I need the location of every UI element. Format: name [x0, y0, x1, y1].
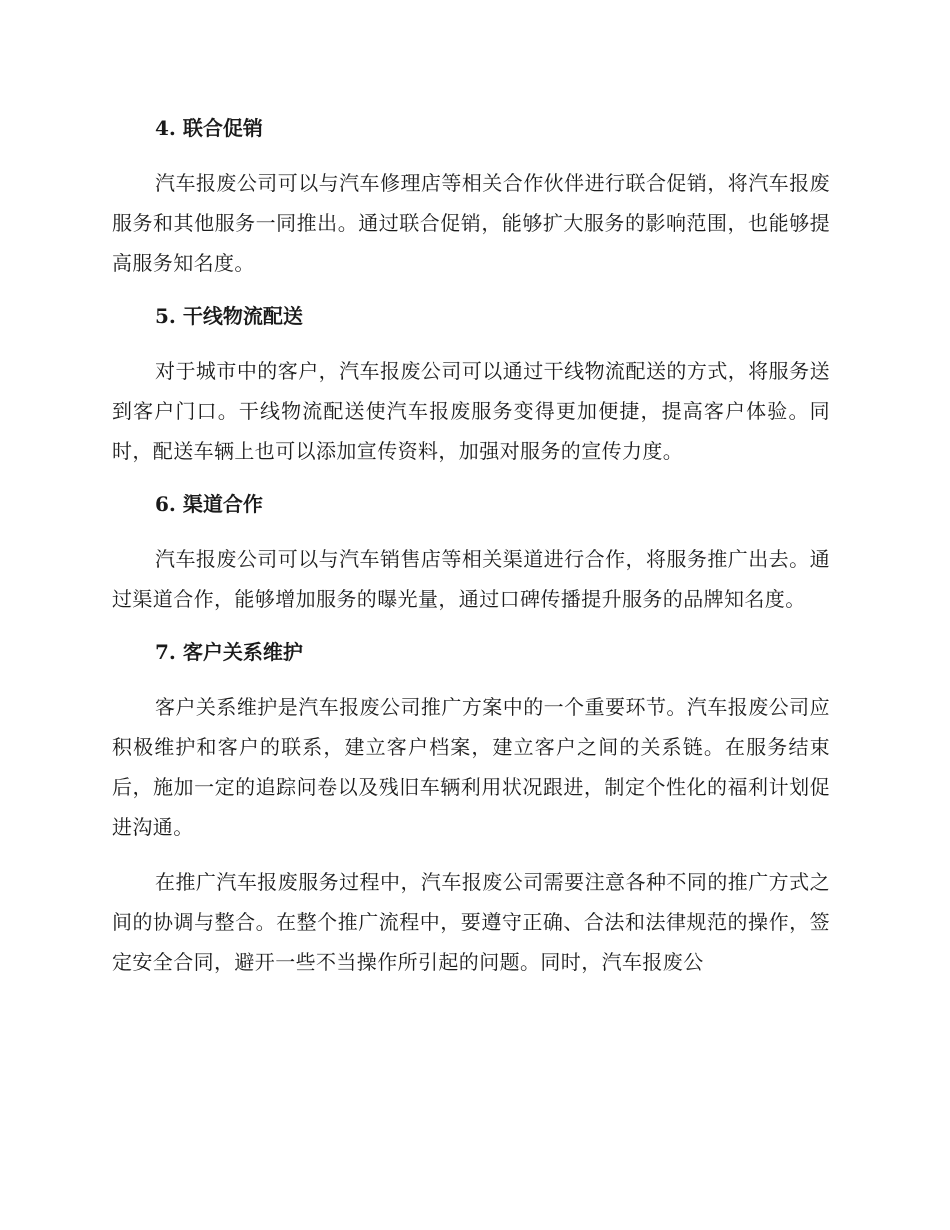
- section-paragraph: 汽车报废公司可以与汽车销售店等相关渠道进行合作，将服务推广出去。通过渠道合作，能够增加服务的曝光量，通过口碑传播提升服务的品牌知名度。: [112, 547, 830, 611]
- document-body: [112, 108, 830, 982]
- section-paragraph: 客户关系维护是汽车报废公司推广方案中的一个重要环节。汽车报废公司应积极维护和客户的联系，建立客户档案，建立客户之间的关系链。在服务结束后，施加一定的追踪问卷以及残旧车辆利用状况跟进，制定个性化的福利计划促进沟通。: [112, 695, 830, 839]
- closing-paragraph: 在推广汽车报废服务过程中，汽车报废公司需要注意各种不同的推广方式之间的协调与整合。在整个推广流程中，要遵守正确、合法和法律规范的操作，签定安全合同，避开一些不当操作所引起的问题。同时，汽车报废公: [112, 870, 830, 974]
- section-paragraph: 汽车报废公司可以与汽车修理店等相关合作伙伴进行联合促销，将汽车报废服务和其他服务一同推出。通过联合促销，能够扩大服务的影响范围，也能够提高服务知名度。: [112, 171, 830, 275]
- section-heading: 5. 干线物流配送: [155, 304, 303, 328]
- section-6: [112, 484, 830, 619]
- section-heading: 7. 客户关系维护: [155, 640, 303, 664]
- section-heading: 6. 渠道合作: [155, 492, 263, 516]
- section-paragraph: 对于城市中的客户，汽车报废公司可以通过干线物流配送的方式，将服务送到客户门口。干线物流配送使汽车报废服务变得更加便捷，提高客户体验。同时，配送车辆上也可以添加宣传资料，加强对服务的宣传力度。: [112, 359, 830, 463]
- section-7: [112, 632, 830, 847]
- section-4: [112, 108, 830, 283]
- section-heading: 4. 联合促销: [155, 116, 263, 140]
- section-5: [112, 296, 830, 471]
